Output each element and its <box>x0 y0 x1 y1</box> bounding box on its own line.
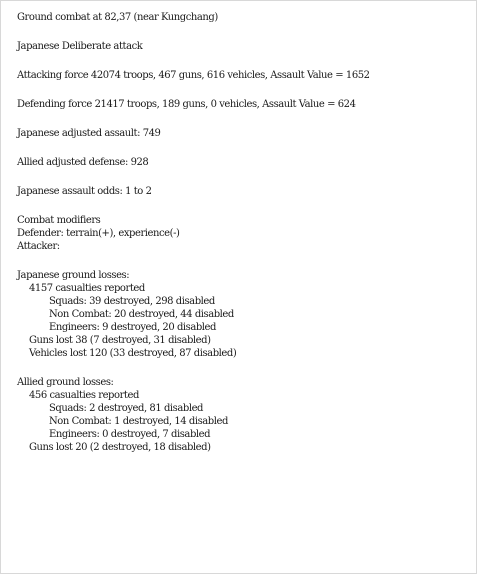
japanese-guns-lost: Guns lost 38 (7 destroyed, 31 disabled) <box>29 335 211 346</box>
allied-engineers: Engineers: 0 destroyed, 7 disabled <box>49 429 211 440</box>
combat-location: Ground combat at 82,37 (near Kungchang) <box>17 12 218 23</box>
spacer <box>17 140 468 156</box>
combat-report-text <box>17 11 468 454</box>
allied-adjusted-defense: Allied adjusted defense: 928 <box>17 157 149 168</box>
japanese-squads: Squads: 39 destroyed, 298 disabled <box>49 296 215 307</box>
spacer <box>17 253 468 269</box>
spacer <box>17 53 468 69</box>
spacer <box>17 198 468 214</box>
spacer <box>17 24 468 40</box>
japanese-casualties: 4157 casualties reported <box>29 283 145 294</box>
defender-modifiers: Defender: terrain(+), experience(-) <box>17 228 180 239</box>
japanese-vehicles-lost: Vehicles lost 120 (33 destroyed, 87 disabled) <box>29 348 237 359</box>
attacking-force: Attacking force 42074 troops, 467 guns, 616 vehicles, Assault Value = 1652 <box>17 70 370 81</box>
allied-losses-title: Allied ground losses: <box>17 377 114 388</box>
spacer <box>17 111 468 127</box>
spacer <box>17 360 468 376</box>
allied-guns-lost: Guns lost 20 (2 destroyed, 18 disabled) <box>29 442 211 453</box>
attack-type: Japanese Deliberate attack <box>17 41 143 52</box>
japanese-engineers: Engineers: 9 destroyed, 20 disabled <box>49 322 216 333</box>
combat-modifiers-title: Combat modifiers <box>17 215 101 226</box>
japanese-losses-title: Japanese ground losses: <box>17 270 130 281</box>
defending-force: Defending force 21417 troops, 189 guns, 0 vehicles, Assault Value = 624 <box>17 99 356 110</box>
japanese-assault-odds: Japanese assault odds: 1 to 2 <box>17 186 152 197</box>
allied-casualties: 456 casualties reported <box>29 390 139 401</box>
attacker-modifiers: Attacker: <box>17 241 60 252</box>
spacer <box>17 169 468 185</box>
japanese-non-combat: Non Combat: 20 destroyed, 44 disabled <box>49 309 234 320</box>
allied-squads: Squads: 2 destroyed, 81 disabled <box>49 403 203 414</box>
japanese-adjusted-assault: Japanese adjusted assault: 749 <box>17 128 161 139</box>
spacer <box>17 82 468 98</box>
allied-non-combat: Non Combat: 1 destroyed, 14 disabled <box>49 416 228 427</box>
